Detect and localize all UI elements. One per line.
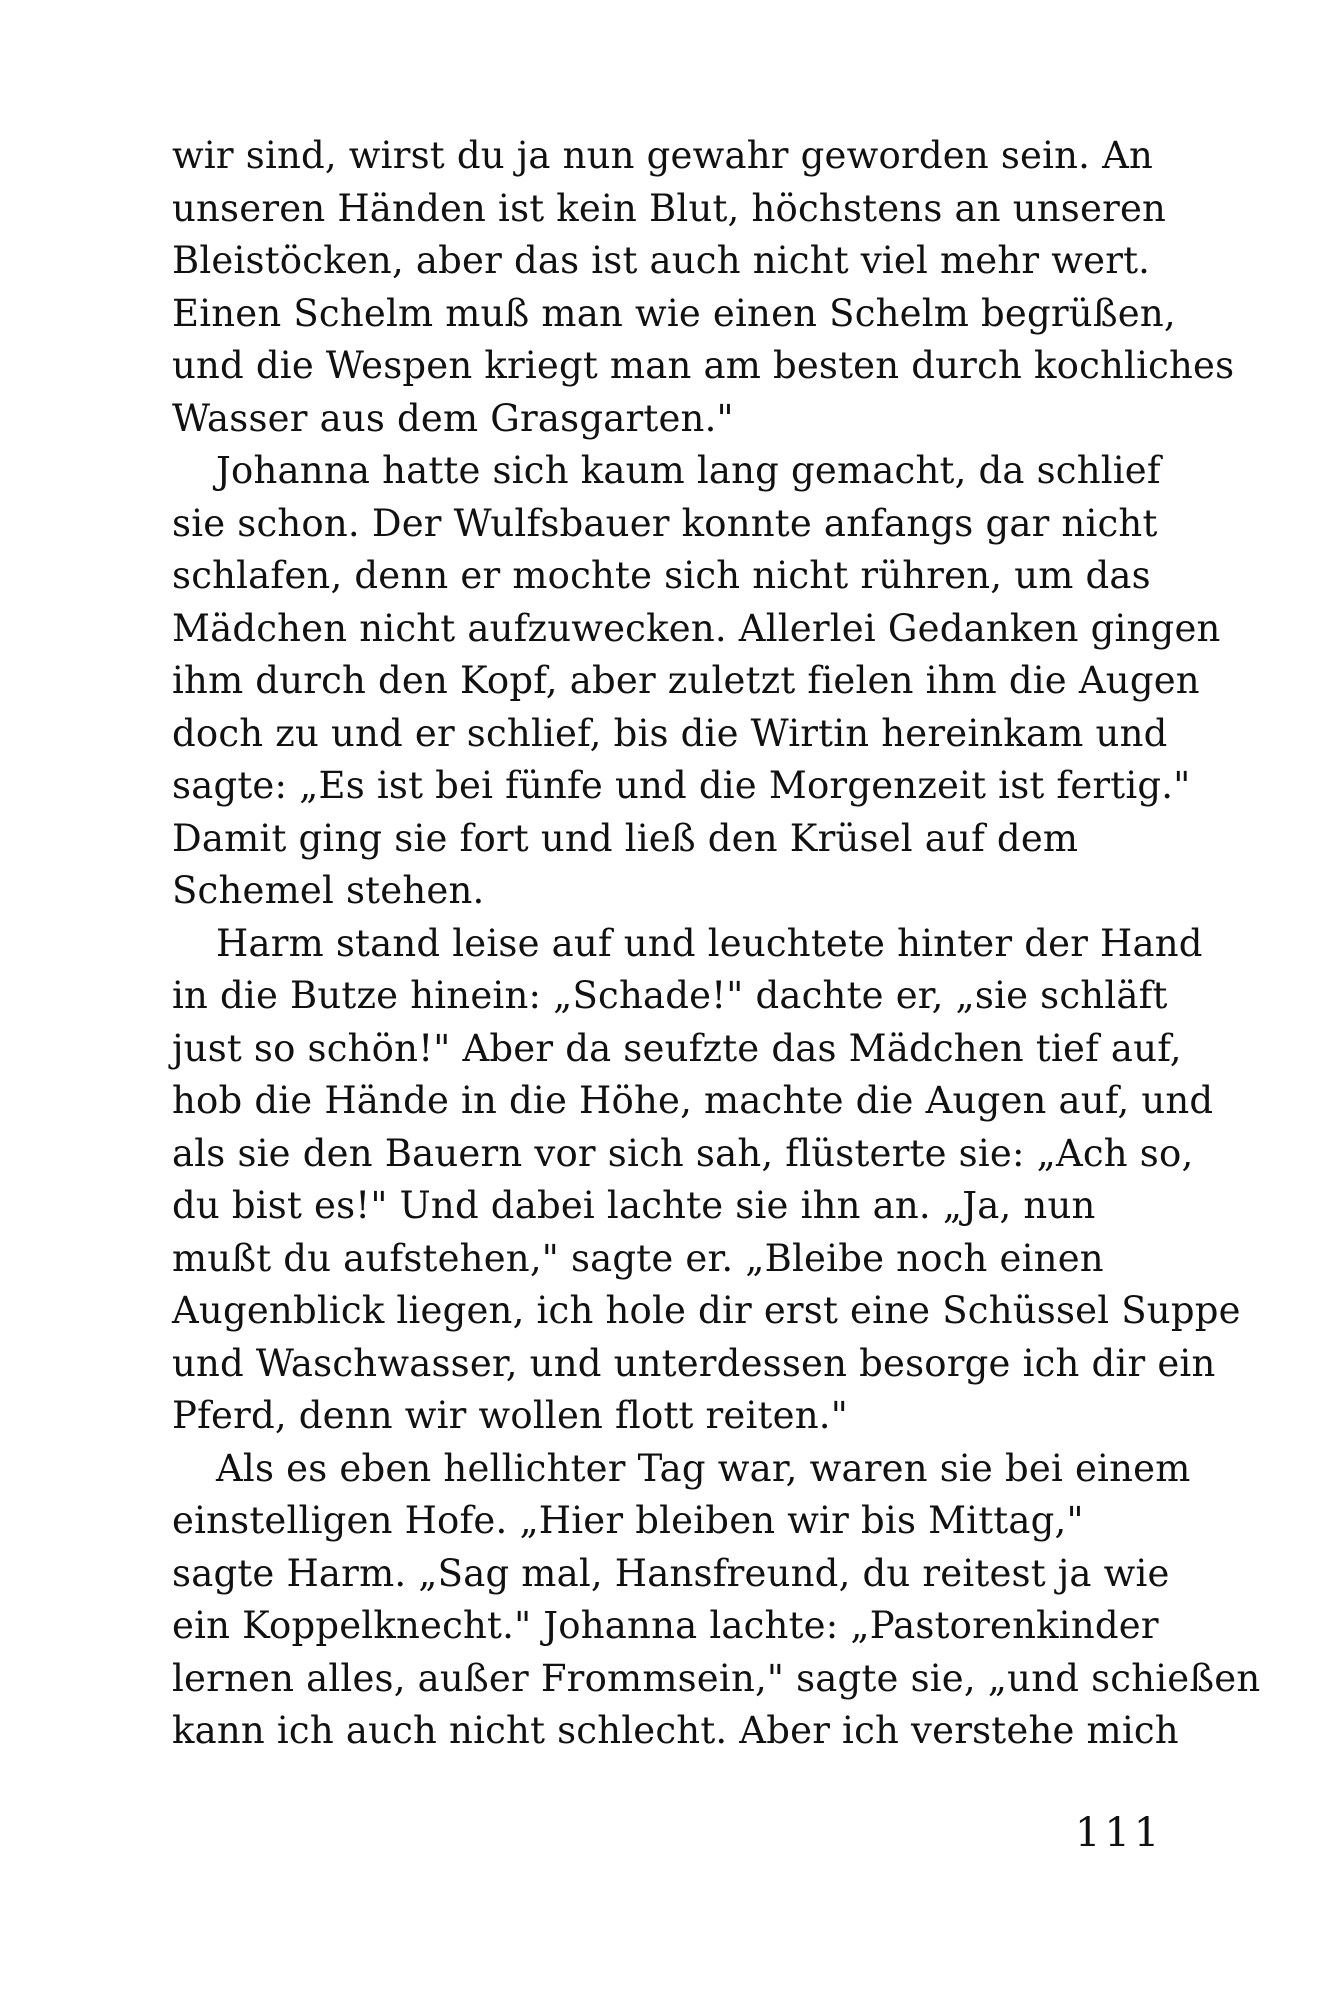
body-text <box>172 130 1261 1758</box>
text-line: Bleistöcken, aber das ist auch nicht viel mehr wert. <box>172 239 1151 282</box>
text-line: ihm durch den Kopf, aber zuletzt fielen ihm die Augen <box>172 659 1200 702</box>
text-line: doch zu und er schlief, bis die Wirtin hereinkam und <box>172 711 1168 755</box>
text-line: mußt du aufstehen," sagte er. „Bleibe noch einen <box>172 1236 1104 1280</box>
text-line: unseren Händen ist kein Blut, höchstens an unseren <box>172 186 1167 230</box>
text-line: einstelligen Hofe. „Hier bleiben wir bis Mittag," <box>172 1499 1084 1542</box>
text-line: Harm stand leise auf und leuchtete hinter der Hand <box>216 921 1203 965</box>
text-line: ein Koppelknecht." Johanna lachte: „Pastorenkinder <box>172 1604 1159 1647</box>
text-line: du bist es!" Und dabei lachte sie ihn an. „Ja, nun <box>172 1184 1096 1227</box>
text-line: Schemel stehen. <box>172 869 485 912</box>
text-line: Johanna hatte sich kaum lang gemacht, da schlief <box>216 449 1161 492</box>
text-line: und die Wespen kriegt man am besten durch kochliches <box>172 344 1235 387</box>
text-line: just so schön!" Aber da seufzte das Mädchen tief auf, <box>172 1026 1182 1070</box>
text-line: Wasser aus dem Grasgarten." <box>172 396 734 440</box>
text-line: als sie den Bauern vor sich sah, flüsterte sie: „Ach so, <box>172 1131 1194 1175</box>
text-line: Als es eben hellichter Tag war, waren sie bei einem <box>216 1446 1191 1490</box>
text-line: hob die Hände in die Höhe, machte die Augen auf, und <box>172 1079 1214 1122</box>
text-line: Damit ging sie fort und ließ den Krüsel auf dem <box>172 816 1079 860</box>
text-line: sagte: „Es ist bei fünfe und die Morgenzeit ist fertig." <box>172 764 1191 807</box>
text-line: sagte Harm. „Sag mal, Hansfreund, du reitest ja wie <box>172 1551 1170 1595</box>
text-line: lernen alles, außer Frommsein," sagte sie, „und schießen <box>172 1656 1261 1700</box>
text-line: in die Butze hinein: „Schade!" dachte er, „sie schläft <box>172 974 1168 1017</box>
text-line: und Waschwasser, und unterdessen besorge ich dir ein <box>172 1341 1216 1385</box>
text-line: sie schon. Der Wulfsbauer konnte anfangs gar nicht <box>172 501 1158 545</box>
text-line: Pferd, denn wir wollen flott reiten." <box>172 1394 848 1437</box>
text-line: Augenblick liegen, ich hole dir erst eine Schüssel Suppe <box>172 1289 1241 1332</box>
page-number: 111 <box>1075 1810 1164 1856</box>
text-line: schlafen, denn er mochte sich nicht rühren, um das <box>172 554 1151 597</box>
text-line: kann ich auch nicht schlecht. Aber ich verstehe mich <box>172 1709 1179 1752</box>
text-line: Mädchen nicht aufzuwecken. Allerlei Gedanken gingen <box>172 606 1221 650</box>
text-line: wir sind, wirst du ja nun gewahr geworden sein. An <box>172 134 1154 177</box>
text-line: Einen Schelm muß man wie einen Schelm begrüßen, <box>172 291 1176 335</box>
